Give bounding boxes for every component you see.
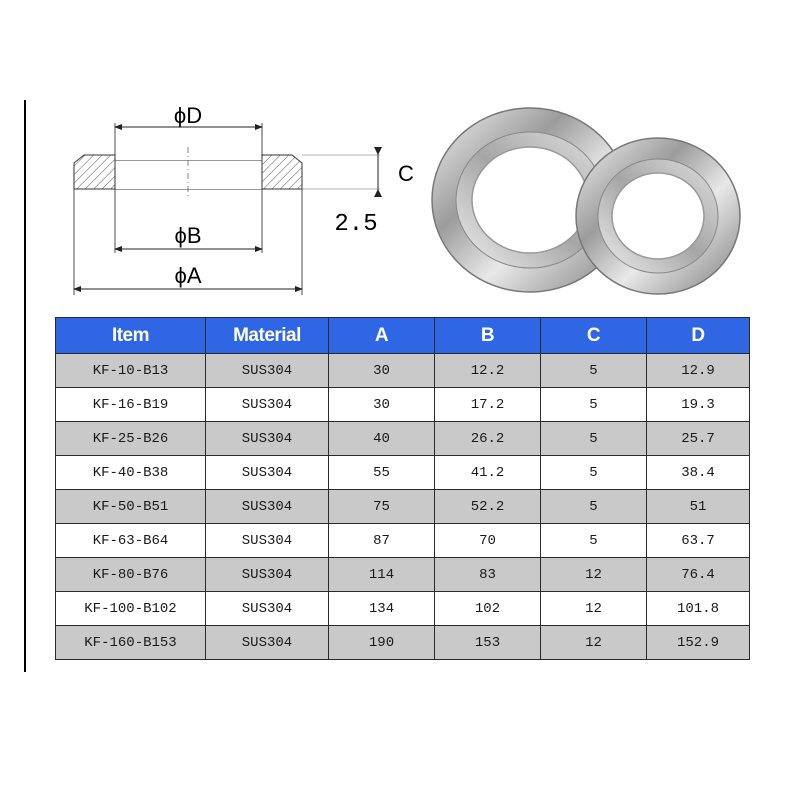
cell-a: 40 <box>329 422 435 456</box>
cell-c: 12 <box>541 558 647 592</box>
cell-a: 30 <box>329 354 435 388</box>
cell-material: SUS304 <box>206 558 329 592</box>
cell-a: 75 <box>329 490 435 524</box>
header-a: A <box>329 318 435 354</box>
cell-b: 17.2 <box>435 388 541 422</box>
table-row <box>56 354 750 388</box>
dimension-label-c: C <box>398 161 414 186</box>
table-row <box>56 456 750 490</box>
cell-d: 51 <box>647 490 750 524</box>
header-b: B <box>435 318 541 354</box>
specification-table <box>55 317 750 660</box>
cell-material: SUS304 <box>206 354 329 388</box>
cell-a: 114 <box>329 558 435 592</box>
cell-c: 5 <box>541 388 647 422</box>
dimension-label-b: ϕB <box>174 223 202 248</box>
table-row <box>56 592 750 626</box>
cell-d: 76.4 <box>647 558 750 592</box>
cell-c: 12 <box>541 626 647 660</box>
cell-item: KF-25-B26 <box>56 422 206 456</box>
cell-item: KF-40-B38 <box>56 456 206 490</box>
header-c: C <box>541 318 647 354</box>
cell-b: 52.2 <box>435 490 541 524</box>
cell-c: 5 <box>541 490 647 524</box>
cell-a: 30 <box>329 388 435 422</box>
cell-d: 38.4 <box>647 456 750 490</box>
cell-item: KF-100-B102 <box>56 592 206 626</box>
table-header-row <box>56 318 750 354</box>
cell-item: KF-50-B51 <box>56 490 206 524</box>
cell-a: 87 <box>329 524 435 558</box>
cell-d: 12.9 <box>647 354 750 388</box>
cell-material: SUS304 <box>206 626 329 660</box>
cell-d: 101.8 <box>647 592 750 626</box>
cell-b: 12.2 <box>435 354 541 388</box>
cell-item: KF-160-B153 <box>56 626 206 660</box>
cell-c: 5 <box>541 422 647 456</box>
cell-material: SUS304 <box>206 524 329 558</box>
cell-d: 63.7 <box>647 524 750 558</box>
table-row <box>56 626 750 660</box>
table-row <box>56 422 750 456</box>
cell-a: 190 <box>329 626 435 660</box>
dimension-label-d: ϕD <box>173 103 203 128</box>
dimension-label-a: ϕA <box>174 263 202 288</box>
cell-b: 70 <box>435 524 541 558</box>
cell-item: KF-16-B19 <box>56 388 206 422</box>
cell-c: 5 <box>541 524 647 558</box>
cell-material: SUS304 <box>206 592 329 626</box>
cell-b: 83 <box>435 558 541 592</box>
cell-c: 12 <box>541 592 647 626</box>
cell-material: SUS304 <box>206 490 329 524</box>
cell-material: SUS304 <box>206 456 329 490</box>
cell-b: 26.2 <box>435 422 541 456</box>
cell-d: 19.3 <box>647 388 750 422</box>
cross-section-drawing <box>60 95 430 305</box>
cell-b: 102 <box>435 592 541 626</box>
cell-item: KF-80-B76 <box>56 558 206 592</box>
cell-a: 134 <box>329 592 435 626</box>
table-row <box>56 524 750 558</box>
header-material: Material <box>206 318 329 354</box>
cell-c: 5 <box>541 456 647 490</box>
cell-d: 25.7 <box>647 422 750 456</box>
cell-a: 55 <box>329 456 435 490</box>
cell-item: KF-63-B64 <box>56 524 206 558</box>
cell-material: SUS304 <box>206 388 329 422</box>
cell-d: 152.9 <box>647 626 750 660</box>
small-ring <box>576 138 740 294</box>
cell-c: 5 <box>541 354 647 388</box>
cell-b: 153 <box>435 626 541 660</box>
thickness-label: 2.5 <box>334 211 378 238</box>
header-d: D <box>647 318 750 354</box>
table-row <box>56 490 750 524</box>
cell-b: 41.2 <box>435 456 541 490</box>
table-row <box>56 558 750 592</box>
left-vertical-rule <box>24 100 26 672</box>
cell-item: KF-10-B13 <box>56 354 206 388</box>
product-photo <box>430 92 770 312</box>
table-row <box>56 388 750 422</box>
cell-material: SUS304 <box>206 422 329 456</box>
header-item: Item <box>56 318 206 354</box>
